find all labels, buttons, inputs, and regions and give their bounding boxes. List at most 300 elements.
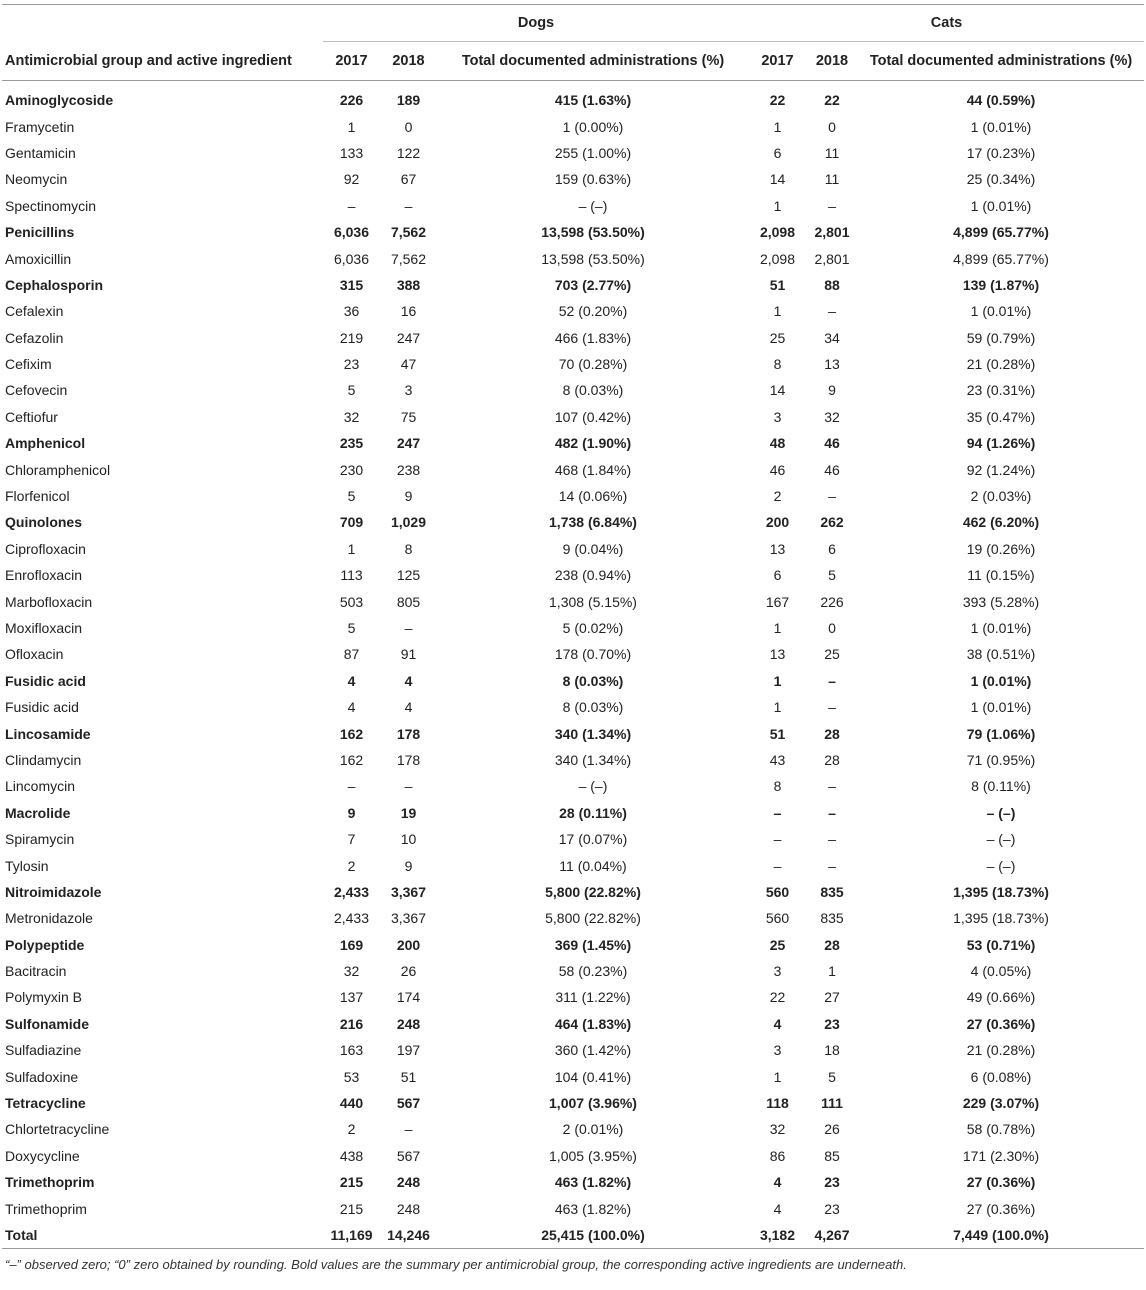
cell-dogs-2017: 23 (343, 356, 360, 373)
table-footnote: “–” observed zero; “0” zero obtained by rounding. Bold values are the summary per antimicrobial group, the corresponding active ingredients are underneath. (5, 1257, 907, 1273)
cell-dogs-total: 8 (0.03%) (562, 672, 624, 689)
ingredient-row (2, 641, 1144, 667)
cell-dogs-2017: 87 (343, 646, 360, 663)
cell-dogs-2017: 4 (347, 699, 356, 716)
group-row (2, 668, 1144, 694)
cell-name: Trimethoprim (5, 1174, 95, 1191)
cell-name: Enrofloxacin (5, 567, 83, 584)
cell-dogs-total: 70 (0.28%) (558, 356, 628, 373)
cell-cats-2017: 13 (769, 646, 786, 663)
cell-cats-2017: – (773, 804, 782, 821)
cell-dogs-2018: 91 (400, 646, 417, 663)
cell-dogs-2018: 26 (400, 963, 417, 980)
cell-dogs-2018: 248 (396, 1015, 421, 1032)
cell-name: Sulfonamide (5, 1015, 90, 1032)
cell-cats-2018: 9 (828, 382, 836, 399)
cell-dogs-total: 463 (1.82%) (554, 1200, 632, 1217)
ingredient-row (2, 483, 1144, 509)
total-label: Total (2, 1222, 323, 1249)
ingredient-row (2, 694, 1144, 720)
cell-cats-2017: 1 (773, 699, 782, 716)
cell-cats-2018: – (828, 778, 836, 795)
cell-dogs-2017: 32 (343, 963, 360, 980)
cell-cats-2017: 14 (769, 382, 786, 399)
cell-cats-total: 1 (0.01%) (970, 620, 1032, 636)
cell-dogs-2018: 7,562 (390, 250, 427, 267)
cell-cats-2018: 26 (824, 1121, 840, 1138)
cell-dogs-2018: – (404, 197, 413, 214)
cell-cats-2017: 2,098 (759, 250, 796, 267)
cell-cats-2017: 167 (765, 593, 790, 610)
cell-name: Chloramphenicol (5, 461, 111, 478)
ingredient-row (2, 166, 1144, 192)
cell-name: Ofloxacin (5, 646, 64, 663)
column-header-dogs-2018: 2018 (380, 42, 437, 81)
cell-dogs-total: 703 (2.77%) (554, 276, 632, 293)
cell-cats-2018: – (828, 804, 836, 821)
cell-cats-2017: 200 (765, 514, 790, 531)
cell-name: Cephalosporin (5, 276, 104, 293)
ingredient-row (2, 1116, 1144, 1142)
cell-dogs-2018: 75 (400, 408, 417, 425)
cell-cats-total: 139 (1.87%) (962, 276, 1040, 293)
cell-cats-2017: 1 (773, 118, 782, 135)
cell-cats-2017: – (773, 857, 782, 874)
cell-cats-2018: – (828, 699, 836, 716)
ingredient-row (2, 747, 1144, 773)
cell-dogs-2018: 805 (396, 593, 421, 610)
cell-cats-2017: 4 (773, 1174, 782, 1191)
cell-cats-2018: – (828, 857, 836, 874)
cell-name: Cefovecin (5, 382, 68, 399)
cell-dogs-2018: – (404, 778, 413, 795)
cell-cats-2018: 28 (824, 936, 840, 953)
cell-cats-2017: 1 (773, 1068, 782, 1085)
cell-cats-total: 21 (0.28%) (966, 1042, 1036, 1059)
cell-dogs-total: 464 (1.83%) (554, 1015, 632, 1032)
cell-dogs-2017: 215 (339, 1200, 364, 1217)
cell-name: Spectinomycin (5, 197, 97, 214)
cell-name: Fusidic acid (5, 699, 79, 716)
cell-cats-2018: 32 (824, 408, 840, 425)
group-row (2, 1011, 1144, 1037)
cell-name: Amoxicillin (5, 250, 72, 267)
cell-dogs-total: 255 (1.00%) (554, 144, 632, 161)
total-cats-total: 7,449 (100.0%) (858, 1222, 1144, 1249)
cell-cats-2018: 34 (824, 329, 840, 346)
cell-dogs-2018: 19 (400, 804, 417, 821)
cell-dogs-total: – (–) (578, 778, 608, 795)
cell-dogs-2017: 215 (339, 1174, 364, 1191)
cell-name: Ciprofloxacin (5, 540, 86, 557)
cell-name: Penicillins (5, 224, 75, 241)
cell-cats-total: 6 (0.08%) (970, 1068, 1032, 1085)
cell-dogs-2017: 7 (347, 831, 356, 848)
column-header-cats-2018: 2018 (806, 42, 858, 81)
cell-cats-total: 1 (0.01%) (970, 118, 1032, 135)
cell-dogs-2018: 3,367 (390, 910, 427, 927)
cell-dogs-2017: 709 (339, 514, 364, 531)
cell-cats-2018: 18 (824, 1042, 840, 1059)
cell-cats-2017: 25 (769, 936, 786, 953)
cell-dogs-2017: 5 (347, 488, 356, 505)
cell-dogs-2018: 7,562 (390, 224, 427, 241)
cell-cats-total: 94 (1.26%) (966, 435, 1036, 452)
cell-cats-total: – (–) (986, 857, 1016, 874)
cell-dogs-2017: 162 (339, 751, 364, 768)
cell-dogs-2018: 3 (404, 382, 413, 399)
cell-dogs-2018: 248 (396, 1174, 421, 1191)
cell-dogs-2018: 197 (396, 1042, 421, 1059)
cell-dogs-total: 463 (1.82%) (554, 1174, 632, 1191)
species-header-dogs: Dogs (323, 5, 749, 42)
cell-cats-2017: – (773, 831, 782, 848)
cell-cats-2017: 51 (769, 725, 786, 742)
cell-dogs-total: 13,598 (53.50%) (541, 224, 645, 241)
cell-cats-2017: 8 (773, 778, 782, 795)
cell-cats-2017: 2,098 (759, 224, 796, 241)
cell-dogs-total: 5,800 (22.82%) (545, 910, 641, 927)
cell-cats-2018: 27 (824, 989, 840, 1006)
ingredient-row (2, 1195, 1144, 1221)
ingredient-row (2, 377, 1144, 403)
cell-dogs-2018: 9 (404, 857, 413, 874)
ingredient-row (2, 852, 1144, 878)
ingredient-row (2, 325, 1144, 351)
cell-name: Cefixim (5, 356, 52, 373)
cell-dogs-2017: 9 (347, 804, 356, 821)
cell-dogs-2017: – (347, 197, 356, 214)
cell-dogs-2018: – (404, 620, 413, 636)
cell-cats-total: 58 (0.78%) (966, 1121, 1036, 1138)
total-row (2, 1222, 1144, 1249)
ingredient-row (2, 773, 1144, 799)
cell-dogs-2018: 1,029 (390, 514, 427, 531)
cell-name: Marbofloxacin (5, 593, 93, 610)
cell-dogs-2017: 2 (347, 857, 356, 874)
cell-cats-total: 92 (1.24%) (966, 461, 1036, 478)
cell-name: Macrolide (5, 804, 71, 821)
cell-cats-2017: 4 (773, 1200, 782, 1217)
cell-cats-2017: 3 (773, 1042, 782, 1059)
cell-cats-total: 23 (0.31%) (966, 382, 1036, 399)
cell-cats-2017: 3 (773, 963, 782, 980)
cell-dogs-2018: 47 (400, 356, 417, 373)
cell-cats-2018: 25 (824, 646, 840, 663)
cell-dogs-total: 14 (0.06%) (558, 488, 628, 505)
cell-cats-total: 4 (0.05%) (970, 963, 1032, 980)
cell-dogs-total: 9 (0.04%) (562, 540, 624, 557)
cell-dogs-2017: 5 (347, 620, 356, 636)
cell-cats-2017: 4 (773, 1015, 782, 1032)
cell-cats-2017: 14 (769, 171, 786, 188)
cell-cats-total: 27 (0.36%) (966, 1200, 1036, 1217)
cell-dogs-total: 52 (0.20%) (558, 303, 628, 320)
ingredient-row (2, 826, 1144, 852)
cell-cats-2018: 0 (828, 620, 836, 636)
cell-name: Cefazolin (5, 329, 64, 346)
cell-cats-2017: 2 (773, 488, 782, 505)
cell-dogs-2017: 162 (339, 725, 364, 742)
group-row (2, 879, 1144, 905)
cell-dogs-total: 13,598 (53.50%) (541, 250, 645, 267)
cell-cats-total: 71 (0.95%) (966, 751, 1036, 768)
cell-cats-total: 1,395 (18.73%) (953, 910, 1049, 927)
cell-dogs-2018: 9 (404, 488, 413, 505)
cell-dogs-2018: 16 (400, 303, 417, 320)
group-row (2, 509, 1144, 535)
group-row (2, 81, 1144, 114)
cell-dogs-total: 1,005 (3.95%) (549, 1147, 637, 1164)
cell-cats-2018: 23 (824, 1015, 840, 1032)
cell-cats-2018: 2,801 (814, 224, 850, 241)
cell-dogs-2017: 226 (339, 92, 364, 109)
cell-dogs-2017: 2,433 (333, 883, 370, 900)
cell-dogs-2018: 248 (396, 1200, 421, 1217)
cell-dogs-2017: 36 (343, 303, 360, 320)
cell-cats-2017: 1 (773, 197, 782, 214)
cell-dogs-total: 58 (0.23%) (558, 963, 628, 980)
cell-dogs-total: 17 (0.07%) (558, 831, 628, 848)
cell-dogs-total: 2 (0.01%) (562, 1121, 624, 1138)
cell-name: Polypeptide (5, 936, 85, 953)
cell-dogs-total: 311 (1.22%) (555, 989, 631, 1006)
ingredient-row (2, 193, 1144, 219)
ingredient-row (2, 1143, 1144, 1169)
cell-cats-total: 17 (0.23%) (966, 144, 1036, 161)
cell-dogs-total: 360 (1.42%) (554, 1042, 632, 1059)
cell-cats-2017: 1 (773, 620, 782, 636)
cell-dogs-total: 107 (0.42%) (554, 408, 632, 425)
total-cats-2017: 3,182 (749, 1222, 806, 1249)
cell-dogs-total: 340 (1.34%) (554, 751, 632, 768)
cell-cats-2017: 560 (765, 910, 790, 927)
cell-dogs-2018: – (404, 1121, 413, 1138)
cell-cats-2017: 51 (769, 276, 786, 293)
cell-dogs-2018: 247 (396, 329, 421, 346)
cell-dogs-2018: 3,367 (390, 883, 427, 900)
cell-cats-2017: 1 (773, 303, 782, 320)
cell-cats-2017: 46 (769, 461, 786, 478)
cell-dogs-2017: 2,433 (333, 910, 370, 927)
cell-cats-2018: 28 (824, 725, 840, 742)
cell-dogs-total: 1,007 (3.96%) (549, 1095, 637, 1112)
cell-cats-2017: 22 (769, 92, 786, 109)
cell-cats-2018: 28 (824, 751, 840, 768)
cell-dogs-2018: 10 (400, 831, 417, 848)
cell-name: Trimethoprim (5, 1200, 87, 1217)
cell-dogs-2018: 67 (400, 171, 417, 188)
total-cats-2018: 4,267 (806, 1222, 858, 1249)
cell-name: Framycetin (5, 118, 75, 135)
column-header-cats-2017: 2017 (749, 42, 806, 81)
cell-cats-2017: 3 (773, 408, 782, 425)
cell-cats-total: 44 (0.59%) (966, 92, 1036, 109)
antimicrobial-table (2, 4, 1144, 1249)
cell-dogs-2017: 216 (339, 1015, 364, 1032)
cell-cats-total: 1 (0.01%) (970, 672, 1032, 689)
cell-name: Bacitracin (5, 963, 67, 980)
cell-name: Cefalexin (5, 303, 64, 320)
group-row (2, 430, 1144, 456)
cell-name: Ceftiofur (5, 408, 58, 425)
cell-cats-total: 38 (0.51%) (966, 646, 1036, 663)
cell-dogs-2017: 6,036 (333, 250, 370, 267)
cell-dogs-total: 8 (0.03%) (562, 382, 624, 399)
cell-cats-total: 49 (0.66%) (966, 989, 1036, 1006)
cell-cats-2017: 22 (769, 989, 786, 1006)
cell-cats-total: 462 (6.20%) (962, 514, 1040, 531)
ingredient-row (2, 351, 1144, 377)
cell-cats-2018: – (828, 672, 836, 689)
cell-dogs-total: 415 (1.63%) (554, 92, 632, 109)
ingredient-row (2, 1063, 1144, 1089)
cell-cats-2017: 32 (769, 1121, 786, 1138)
cell-dogs-2018: 0 (404, 118, 413, 135)
cell-dogs-2017: 440 (339, 1095, 364, 1112)
cell-dogs-2017: 315 (339, 276, 364, 293)
cell-dogs-2017: 53 (343, 1068, 360, 1085)
cell-cats-total: 4,899 (65.77%) (953, 224, 1049, 241)
cell-cats-2018: 23 (824, 1174, 840, 1191)
cell-cats-2017: 560 (765, 883, 790, 900)
cell-dogs-2018: 238 (396, 461, 421, 478)
total-dogs-2017: 11,169 (323, 1222, 380, 1249)
cell-cats-total: 27 (0.36%) (966, 1015, 1036, 1032)
cell-dogs-2017: 2 (347, 1121, 356, 1138)
cell-name: Gentamicin (5, 144, 76, 161)
cell-cats-total: 11 (0.15%) (967, 567, 1035, 584)
cell-name: Tetracycline (5, 1095, 86, 1112)
cell-cats-total: 229 (3.07%) (962, 1095, 1040, 1112)
cell-cats-total: 25 (0.34%) (966, 171, 1036, 188)
cell-name: Lincosamide (5, 725, 91, 742)
ingredient-row (2, 298, 1144, 324)
cell-name: Polymyxin B (5, 989, 83, 1006)
cell-dogs-total: 5,800 (22.82%) (545, 883, 641, 900)
cell-cats-total: 171 (2.30%) (962, 1147, 1040, 1164)
ingredient-row (2, 113, 1144, 139)
cell-dogs-2018: 4 (404, 699, 413, 716)
cell-dogs-2018: 247 (396, 435, 421, 452)
total-dogs-2018: 14,246 (380, 1222, 437, 1249)
ingredient-row (2, 588, 1144, 614)
cell-cats-2018: 226 (820, 593, 844, 610)
cell-dogs-total: 5 (0.02%) (562, 620, 624, 636)
cell-dogs-total: 28 (0.11%) (559, 804, 627, 821)
cell-dogs-2017: 503 (339, 593, 364, 610)
cell-dogs-2017: – (347, 778, 356, 795)
cell-cats-2018: 46 (824, 461, 840, 478)
cell-dogs-2018: 200 (396, 936, 421, 953)
cell-dogs-2017: 92 (343, 171, 360, 188)
cell-cats-2017: 1 (773, 672, 782, 689)
cell-cats-2017: 13 (769, 540, 786, 557)
cell-dogs-total: 11 (0.04%) (559, 857, 627, 874)
cell-dogs-2018: 8 (404, 540, 413, 557)
cell-cats-total: 1 (0.01%) (970, 197, 1032, 214)
cell-cats-2018: 262 (820, 514, 844, 531)
table-body (2, 81, 1144, 1249)
cell-cats-2018: 2,801 (814, 250, 850, 267)
cell-cats-total: 1,395 (18.73%) (953, 883, 1049, 900)
ingredient-row (2, 1037, 1144, 1063)
column-header-cats-total: Total documented administrations (%) (858, 42, 1144, 81)
cell-cats-2017: 6 (773, 144, 782, 161)
cell-dogs-2018: 189 (396, 92, 421, 109)
cell-name: Nitroimidazole (5, 883, 102, 900)
cell-dogs-total: 1 (0.00%) (562, 118, 624, 135)
column-header-dogs-total: Total documented administrations (%) (437, 42, 749, 81)
cell-cats-2018: 46 (824, 435, 840, 452)
cell-dogs-2018: 174 (396, 989, 421, 1006)
cell-dogs-2017: 163 (339, 1042, 364, 1059)
cell-cats-total: 59 (0.79%) (966, 329, 1036, 346)
group-row (2, 272, 1144, 298)
ingredient-row (2, 140, 1144, 166)
cell-cats-2017: 25 (769, 329, 786, 346)
ingredient-row (2, 615, 1144, 641)
total-dogs-total: 25,415 (100.0%) (437, 1222, 749, 1249)
species-header-cats: Cats (749, 5, 1144, 42)
cell-cats-total: 2 (0.03%) (970, 488, 1032, 505)
cell-dogs-2017: 235 (339, 435, 364, 452)
cell-cats-total: 21 (0.28%) (966, 356, 1036, 373)
column-header-dogs-2017: 2017 (323, 42, 380, 81)
cell-cats-2017: 6 (773, 567, 782, 584)
ingredient-row (2, 456, 1144, 482)
cell-cats-2018: – (828, 303, 836, 320)
group-row (2, 1090, 1144, 1116)
cell-cats-2017: 43 (769, 751, 786, 768)
cell-cats-2018: 835 (820, 910, 844, 927)
column-header-antimicrobial: Antimicrobial group and active ingredient (2, 42, 323, 81)
cell-cats-2018: 5 (828, 1068, 836, 1085)
cell-dogs-2018: 567 (396, 1147, 421, 1164)
ingredient-row (2, 905, 1144, 931)
cell-name: Clindamycin (5, 751, 82, 768)
cell-dogs-total: 466 (1.83%) (554, 329, 632, 346)
cell-dogs-total: 178 (0.70%) (554, 646, 632, 663)
cell-cats-2018: 11 (824, 144, 840, 161)
cell-dogs-2018: 122 (396, 144, 421, 161)
cell-cats-2017: 118 (766, 1095, 789, 1112)
cell-dogs-2017: 137 (339, 989, 364, 1006)
cell-dogs-2017: 32 (343, 408, 360, 425)
cell-dogs-2017: 169 (339, 936, 364, 953)
cell-dogs-2017: 1 (347, 540, 356, 557)
cell-name: Lincomycin (5, 778, 76, 795)
cell-name: Doxycycline (5, 1147, 80, 1164)
cell-dogs-total: 1,738 (6.84%) (549, 514, 637, 531)
cell-dogs-2018: 51 (400, 1068, 417, 1085)
cell-dogs-total: 159 (0.63%) (554, 171, 632, 188)
cell-cats-2018: 0 (828, 118, 836, 135)
cell-cats-2018: 111 (821, 1095, 843, 1112)
cell-cats-total: 35 (0.47%) (966, 408, 1036, 425)
ingredient-row (2, 984, 1144, 1010)
cell-name: Fusidic acid (5, 672, 86, 689)
cell-name: Sulfadoxine (5, 1068, 79, 1085)
cell-dogs-2017: 113 (340, 567, 363, 584)
cell-cats-2018: 5 (828, 567, 836, 584)
cell-dogs-2018: 567 (396, 1095, 421, 1112)
cell-cats-total: 1 (0.01%) (970, 303, 1032, 320)
ingredient-row (2, 562, 1144, 588)
cell-cats-2018: 1 (828, 963, 836, 980)
cell-dogs-2018: 125 (396, 567, 421, 584)
cell-name: Chlortetracycline (5, 1121, 110, 1138)
